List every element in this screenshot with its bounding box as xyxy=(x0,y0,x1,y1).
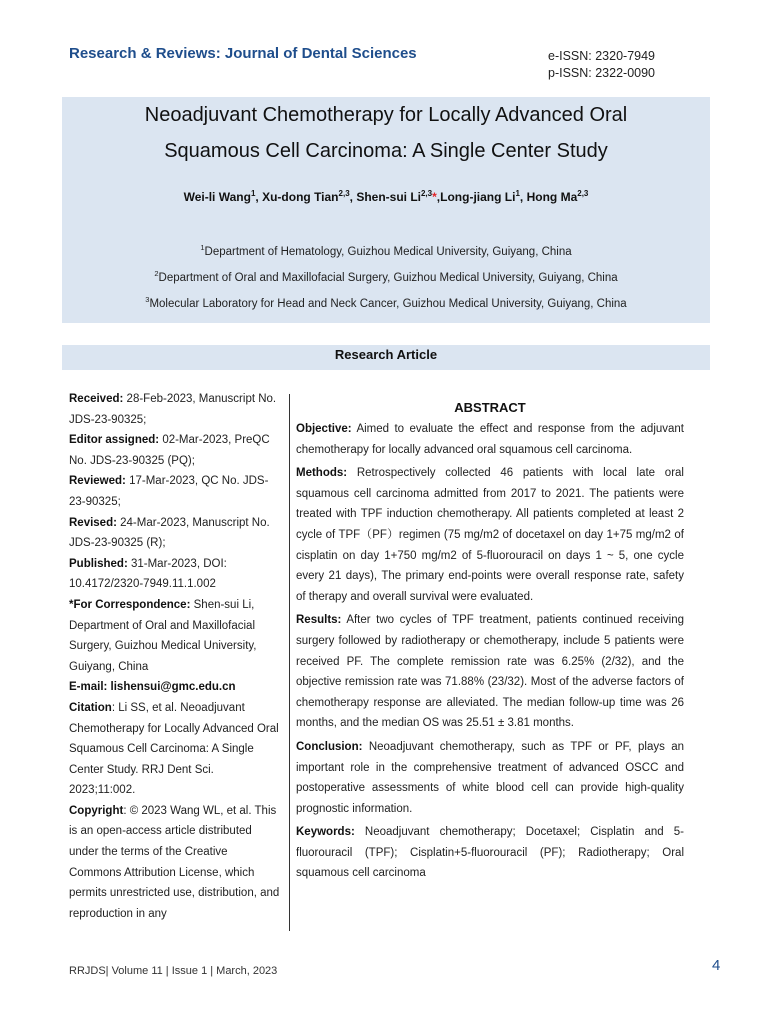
affiliation-text: Molecular Laboratory for Head and Neck Cancer, Guizhou Medical University, Guiyang, China xyxy=(149,297,627,310)
issn-block xyxy=(548,48,655,82)
abstract-label: Conclusion: xyxy=(296,740,363,753)
meta-value: 24-Mar-2023, Manuscript No. JDS-23-90325 (R); xyxy=(69,516,270,550)
article-meta xyxy=(69,389,283,924)
corresponding-star: * xyxy=(432,190,437,204)
author-name: Long-jiang Li xyxy=(440,190,516,204)
author-name: Xu-dong Tian xyxy=(262,190,339,204)
paper-title xyxy=(62,97,710,169)
pissn: p-ISSN: 2322-0090 xyxy=(548,66,656,80)
abstract-keywords xyxy=(296,822,684,884)
affiliation-sup: 1 xyxy=(200,243,205,252)
meta-label: Revised: xyxy=(69,516,117,529)
meta-label: Copyright xyxy=(69,804,124,817)
eissn: e-ISSN: 2320-7949 xyxy=(548,49,656,63)
title-line-2: Squamous Cell Carcinoma: A Single Center Study xyxy=(164,140,608,162)
meta-value: 02-Mar-2023, PreQC No. JDS-23-90325 (PQ); xyxy=(69,434,270,467)
meta-label: Received: xyxy=(69,393,124,405)
abstract-text: Aimed to evaluate the effect and response from the adjuvant chemotherapy for locally advanced oral squamous cell carcinoma. xyxy=(296,423,685,456)
affiliation xyxy=(62,237,710,263)
abstract-label: Objective: xyxy=(296,423,352,435)
meta-value: : Li SS, et al. Neoadjuvant Chemotherapy for Locally Advanced Oral Squamous Cell Carcinoma: A Single Center Study. RRJ Dent Sci. 2023;11:002. xyxy=(69,701,279,797)
article-type: Research Article xyxy=(62,345,710,370)
meta-label: Editor assigned: xyxy=(69,434,160,447)
affiliation-text: Department of Oral and Maxillofacial Surgery, Guizhou Medical University, Guiyang, China xyxy=(158,271,618,284)
meta-label: Reviewed: xyxy=(69,475,126,488)
meta-value: : © 2023 Wang WL, et al. This is an open-access article distributed under the terms of the Creative Commons Attribution License, which permits unrestricted use, distribution, and reproduction in any xyxy=(69,804,280,920)
copyright xyxy=(69,801,283,925)
meta-value: 28-Feb-2023, Manuscript No. JDS-23-90325; xyxy=(69,393,277,426)
author-name: Wei-li Wang xyxy=(183,190,251,204)
meta-label: *For Correspondence: xyxy=(69,598,191,611)
citation xyxy=(69,698,283,801)
column-divider xyxy=(289,394,290,931)
abstract-text: After two cycles of TPF treatment, patients continued receiving surgery followed by radiotherapy or chemotherapy, include 5 patients were received PF. The complete remission rate was 6.25% (2/32), and the objective remission rate was 71.88% (23/32). Most of the adverse factors of chemotherapy response are alleviated. The median follow-up time was 26 months, and the median OS was 25.51 ± 3.81 months. xyxy=(296,614,685,730)
meta-value: 31-Mar-2023, DOI: 10.4172/2320-7949.11.1.002 xyxy=(69,557,227,591)
author-name: Hong Ma xyxy=(526,190,578,204)
title-box xyxy=(62,97,710,323)
abstract-results xyxy=(296,610,684,734)
abstract-text: Neoadjuvant chemotherapy, such as TPF or PF, plays an important role in the comprehensive treatment of advanced OSCC and postoperative assessments of white blood cell can provide high-quality prognostic information. xyxy=(296,740,684,815)
meta-label: Published: xyxy=(69,557,128,570)
author-list: Wei-li Wang$^1$, Xu-dong Tian$^{2,3}$, Shen-sui Li$^{2,3}$*,Long-jiang Li$^1$, Hong Ma$^{2,3}$ xyxy=(183,189,589,204)
reviewed xyxy=(69,471,283,512)
abstract-methods xyxy=(296,463,684,607)
abstract-label: Keywords: xyxy=(296,826,355,839)
affiliation xyxy=(62,289,710,315)
meta-label: Citation xyxy=(69,701,112,714)
author-sup: 2,3 xyxy=(338,189,350,198)
author-sup: 2,3 xyxy=(577,189,589,198)
abstract-conclusion xyxy=(296,737,684,819)
journal-title: Research & Reviews: Journal of Dental Sciences xyxy=(69,45,417,62)
published xyxy=(69,554,283,595)
footer-info: RRJDS| Volume 11 | Issue 1 | March, 2023 xyxy=(69,965,278,977)
affiliations xyxy=(62,237,710,314)
affiliation-text: Department of Hematology, Guizhou Medical University, Guiyang, China xyxy=(204,245,572,258)
received xyxy=(69,389,283,430)
affiliation-sup: 3 xyxy=(145,294,150,304)
abstract-label: Results: xyxy=(296,614,342,627)
abstract-label: Methods: xyxy=(296,467,348,480)
editor-assigned xyxy=(69,430,283,471)
abstract xyxy=(296,397,684,887)
correspondence xyxy=(69,595,283,677)
revised xyxy=(69,513,283,554)
email xyxy=(69,677,283,698)
title-line-1: Neoadjuvant Chemotherapy for Locally Advanced Oral xyxy=(144,104,628,126)
author-name: Shen-sui Li xyxy=(356,190,421,204)
abstract-text: Neoadjuvant chemotherapy; Docetaxel; Cisplatin and 5-fluorouracil (TPF); Cisplatin+5-fluorouracil (PF); Radiotherapy; Oral squamous cell carcinoma xyxy=(296,826,684,880)
email-link[interactable]: lishensui@gmc.edu.cn xyxy=(110,681,236,694)
affiliation xyxy=(62,263,710,289)
author-sup: 2,3 xyxy=(420,189,433,198)
abstract-text: Retrospectively collected 46 patients with local late oral squamous cell carcinoma admitted from 2017 to 2021. The patients were treated with TPF induction chemotherapy. All patients completed at least 2 cycle of TPF（PF）regimen (75 mg/m2 of docetaxel on day 1+75 mg/m2 of cisplatin on day 1+750 mg/m2 of 5-fluorouracil on days 1 ~ 5, one cycle every 21 days), The primary end-points were overall response rate, safety of therapy and overall survival were evaluated. xyxy=(296,467,684,603)
page-number: 4 xyxy=(712,957,721,974)
author-sup: 1 xyxy=(250,189,256,198)
author-sup: 1 xyxy=(515,189,520,198)
meta-label: E-mail: xyxy=(69,681,108,694)
meta-value: Shen-sui Li, Department of Oral and Maxillofacial Surgery, Guizhou Medical University, Guiyang, China xyxy=(69,598,257,673)
meta-value: 17-Mar-2023, QC No. JDS-23-90325; xyxy=(69,475,269,508)
abstract-heading: ABSTRACT xyxy=(454,400,526,415)
affiliation-sup: 2 xyxy=(154,268,159,278)
abstract-objective xyxy=(296,419,684,460)
